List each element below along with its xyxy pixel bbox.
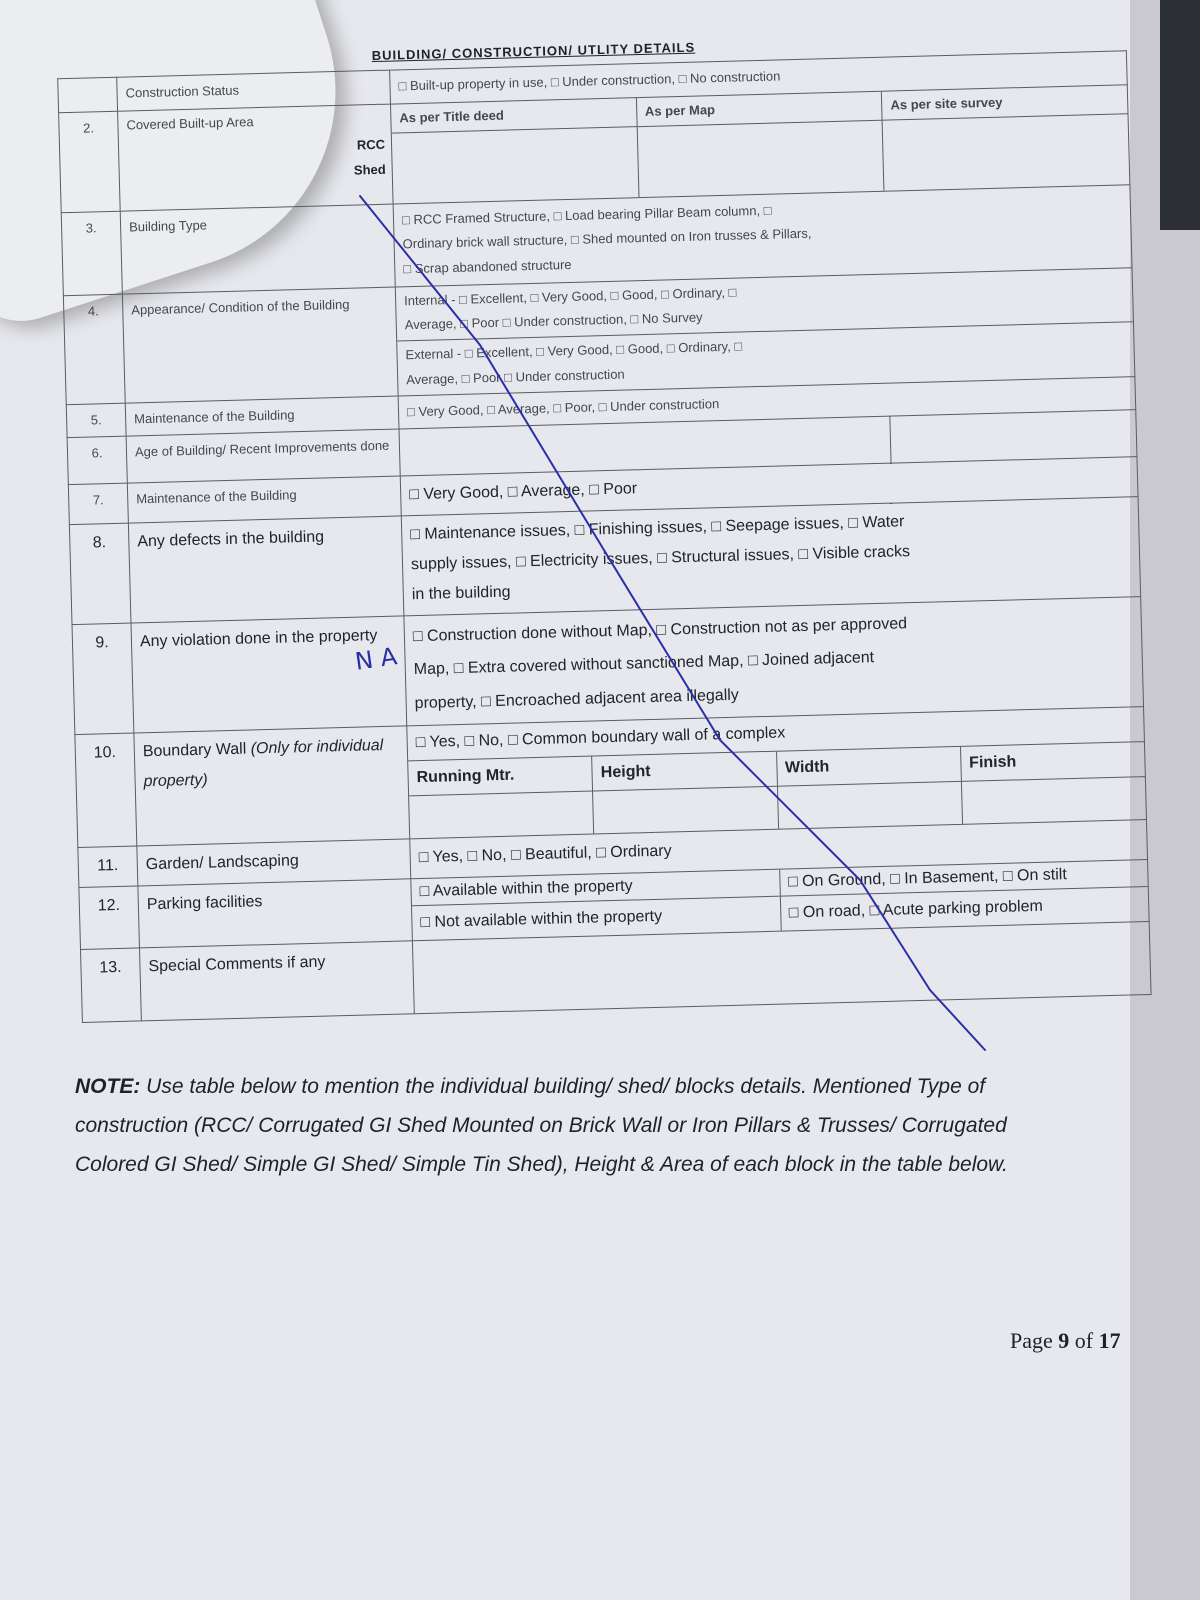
site-survey-header: As per site survey (890, 94, 1003, 113)
note-paragraph (75, 1068, 1085, 1185)
table-row: 8. Any defects in the building □ Maintenance issues, □ Finishing issues, □ Seepage issues, □ Water supply issues, □ Electricity issues, □ Structural issues, □ Visible cracks in the building (69, 496, 1140, 624)
age-label: Age of Building/ Recent Improvements done (126, 429, 400, 483)
table-row: 10. Boundary Wall (Only for individual property) □ Yes, □ No, □ Common boundary wall of a complex Running Mtr. Height Width Finish (75, 706, 1147, 848)
covered-area-label: Covered Built-up Area (126, 113, 254, 133)
table-row: 11. Garden/ Landscaping □ Yes, □ No, □ Beautiful, □ Ordinary (78, 820, 1148, 887)
handwritten-initials: N A (353, 642, 399, 676)
table-row: 4. Appearance/ Condition of the Building Internal - □ Excellent, □ Very Good, □ Good, □ Ordinary, □ Average, □ Poor □ Under construction, □ No Survey External - □ Excellent, □ Very Good, □ Good, □ Ordinary, □ Average, □ Poor □ Under construction (63, 267, 1134, 404)
table-row: 2. Covered Built-up Area RCC Shed As per Title deed As per Map As per site survey (59, 84, 1130, 212)
shed-label: Shed (353, 161, 386, 178)
defects-label: Any defects in the building (128, 516, 404, 623)
violation-label: Any violation done in the property (131, 616, 407, 733)
construction-status-options: □ Built-up property in use, □ Under construction, □ No construction (390, 51, 1128, 104)
table-row: 13. Special Comments if any (81, 922, 1152, 1023)
map-header: As per Map (637, 91, 883, 125)
table-row: 7. Maintenance of the Building □ Very Good, □ Average, □ Poor (68, 457, 1138, 524)
note-text: Use table below to mention the individual building/ shed/ blocks details. Mentioned Type of construction (RCC/ Corrugated GI Shed Mounted on Brick Wall or Iron Pillars & Trusses/ Corrugated Colored GI Shed/ Simple GI Shed/ Simple Tin Shed), Height & Area of each block in the table below. (75, 1075, 1008, 1176)
note-label: NOTE: (75, 1075, 141, 1098)
boundary-label: Boundary Wall (142, 740, 247, 760)
table-row: 3. Building Type □ RCC Framed Structure, □ Load bearing Pillar Beam column, □ Ordinary brick wall structure, □ Shed mounted on Iron trusses & Pillars, □ Scrap abandoned structure (61, 184, 1132, 295)
table-row: 9. Any violation done in the property □ Construction done without Map, □ Construction not as per approved Map, □ Extra covered without sanctioned Map, □ Joined adjacent property, □ Encroached adjacent area illegally (72, 596, 1144, 734)
page-number: Page 9 of 17 (1010, 1328, 1121, 1353)
table-row: 12. Parking facilities □ Available within the property □ On Ground, □ In Basement, □ On stilt □ Not available within the property □ On road, □ Acute parking problem (79, 859, 1149, 950)
boundary-note: (Only for individual property) (143, 736, 384, 791)
building-type-label: Building Type (120, 204, 395, 294)
section-title: BUILDING/ CONSTRUCTION/ UTLITY DETAILS (371, 39, 696, 64)
table-row: 6. Age of Building/ Recent Improvements done (67, 410, 1137, 485)
appearance-label: Appearance/ Condition of the Building (122, 287, 398, 403)
construction-status-label: Construction Status (117, 70, 391, 111)
table-row: 5. Maintenance of the Building □ Very Good, □ Average, □ Poor, □ Under construction (66, 376, 1136, 438)
rcc-label: RCC (356, 137, 386, 153)
title-deed-header: As per Title deed (391, 98, 637, 132)
